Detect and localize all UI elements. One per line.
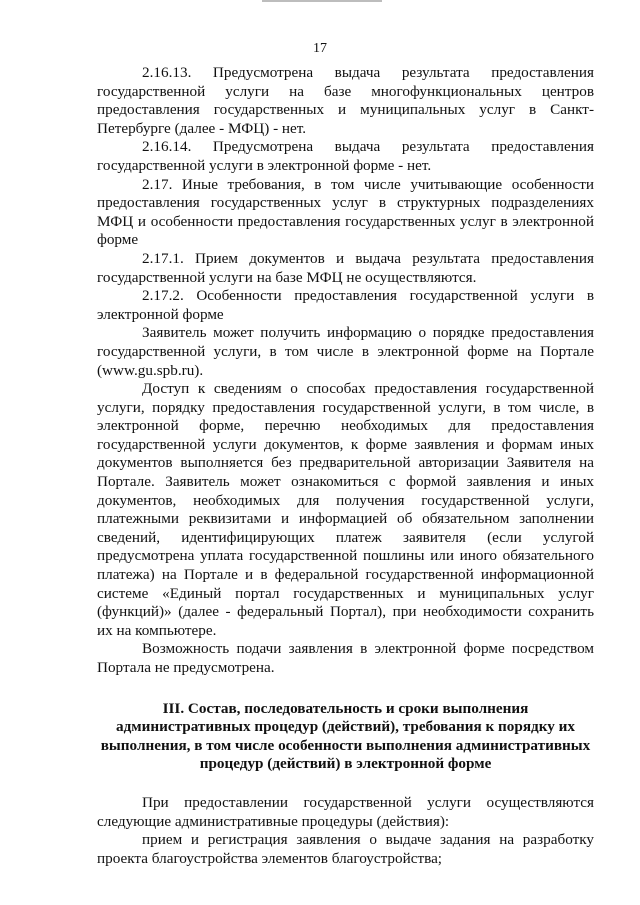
page-number: 17 — [313, 41, 327, 56]
scan-edge-mark — [262, 0, 382, 2]
paragraph-procedure-item: прием и регистрация заявления о выдаче задания на разработку проекта благоустройства элементов благоустройства; — [97, 831, 594, 867]
paragraph-access-info: Доступ к сведениям о способах предоставления государственной услуги, порядку предоставления государственной услуги, в том числе, в электронной форме, перечню необходимых для предоставления государственной услуги документов, к форме заявления и формам иных документов выполняется без предварительной авторизации Заявителя на Портале. Заявитель может ознакомиться с формой заявления и иных документов, необходимых для получения государственной услуги, платежными реквизитами и информацией об обязательном заполнении сведений, идентифицирующих платеж заявителя (если услугой предусмотрена уплата государственной пошлины или иного обязательного платежа) на Портале и в федеральной государственной информационной системе «Единый портал государственных и муниципальных услуг (функций)» (далее - федеральный Портал), при необходимости сохранить их на компьютере. — [97, 380, 594, 639]
page-body — [97, 64, 594, 868]
paragraph-2-16-14: 2.16.14. Предусмотрена выдача результата предоставления государственной услуги в электронной форме - нет. — [97, 138, 594, 174]
section-heading: III. Состав, последовательность и сроки выполнения административных процедур (действий), требования к порядку их выполнения, в том числе особенности выполнения административных процедур (действий) в электронной форме — [100, 699, 591, 773]
paragraph-portal-info: Заявитель может получить информацию о порядке предоставления государственной услуги, в том числе в электронной форме на Портале (www.gu.spb.ru). — [97, 324, 594, 379]
paragraph-2-17-2: 2.17.2. Особенности предоставления государственной услуги в электронной форме — [97, 287, 594, 323]
paragraph-2-17-1: 2.17.1. Прием документов и выдача результата предоставления государственной услуги на базе МФЦ не осуществляются. — [97, 249, 594, 286]
paragraph-procedures-intro: При предоставлении государственной услуги осуществляются следующие административные процедуры (действия): — [97, 793, 594, 830]
paragraph-2-16-13: 2.16.13. Предусмотрена выдача результата предоставления государственной услуги на базе многофункциональных центров предоставления государственных и муниципальных услуг в Санкт-Петербурге (далее - МФЦ) - нет. — [97, 64, 594, 137]
paragraph-submission: Возможность подачи заявления в электронной форме посредством Портала не предусмотрена. — [97, 640, 594, 676]
paragraph-2-17: 2.17. Иные требования, в том числе учитывающие особенности предоставления государственных услуг в структурных подразделениях МФЦ и особенности предоставления государственных услуг в электронной форме — [97, 175, 594, 249]
